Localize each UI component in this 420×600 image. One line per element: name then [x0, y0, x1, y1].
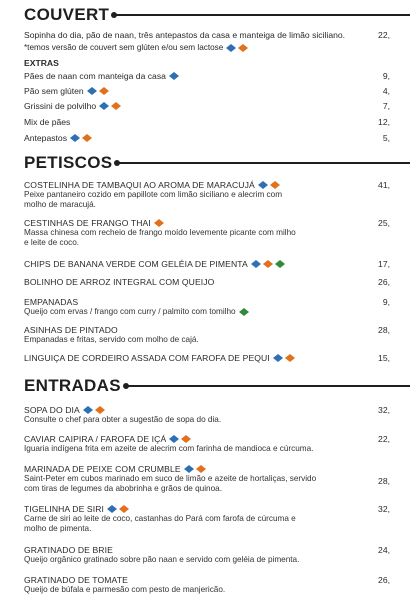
- gluten-free-icon: [83, 406, 93, 414]
- item-description: Empanadas e fritas, servido com molho de cajá.: [24, 335, 199, 344]
- item-name: SOPA DO DIA: [24, 405, 80, 415]
- item-description: Peixe pantaneiro cozido em papillote com limão siciliano e alecrim com: [24, 190, 283, 199]
- item-name: Antepastos: [24, 133, 67, 143]
- item-price: 25,: [378, 218, 390, 228]
- menu-item: [24, 297, 390, 317]
- lactose-free-icon: [99, 87, 109, 95]
- diet-badges: [154, 219, 164, 227]
- menu-item: [24, 259, 390, 269]
- menu-item: [24, 464, 390, 494]
- item-name: EMPANADAS: [24, 297, 79, 307]
- menu-item: [24, 405, 390, 425]
- lactose-free-icon: [119, 505, 129, 513]
- section-title-petiscos: PETISCOS: [24, 153, 113, 172]
- item-name: Pão sem glúten: [24, 86, 84, 96]
- diet-badges: [70, 134, 92, 142]
- item-description: molho de pimenta.: [24, 524, 92, 533]
- item-description: Carne de siri ao leite de coco, castanhas do Pará com farofa de cúrcuma e: [24, 514, 296, 523]
- extras-heading: EXTRAS: [24, 58, 59, 68]
- item-description: com tiras de legumes da abobrinha e grãos de quinoa.: [24, 484, 222, 493]
- item-price: 17,: [378, 259, 390, 269]
- extras-item: [24, 86, 390, 96]
- item-price: 41,: [378, 180, 390, 190]
- item-name: CHIPS DE BANANA VERDE COM GELÉIA DE PIMENTA: [24, 259, 248, 269]
- item-price: 22,: [378, 434, 390, 444]
- item-price: 26,: [378, 575, 390, 585]
- petiscos-header: [24, 154, 410, 172]
- gluten-free-icon: [273, 354, 283, 362]
- item-description: Massa chinesa com recheio de frango moído levemente picante com milho: [24, 228, 296, 237]
- lactose-free-icon: [82, 134, 92, 142]
- gluten-free-icon: [70, 134, 80, 142]
- item-description: molho de maracujá.: [24, 200, 96, 209]
- item-description: Saint-Peter em cubos marinado em suco de limão e azeite de hortaliças, servido: [24, 474, 317, 483]
- item-price: 32,: [378, 504, 390, 514]
- diet-badges: [83, 406, 105, 414]
- couvert-text: Sopinha do dia, pão de naan, três antepastos da casa e manteiga de limão siciliano.: [24, 30, 346, 40]
- diet-badges: [169, 72, 179, 80]
- item-price: 24,: [378, 545, 390, 555]
- diet-badges: [99, 102, 121, 110]
- item-price: 7,: [382, 101, 390, 111]
- section-divider: [113, 14, 410, 16]
- gluten-free-icon: [87, 87, 97, 95]
- section-divider: [125, 385, 410, 387]
- lactose-free-icon: [111, 102, 121, 110]
- item-price: 9,: [382, 71, 390, 81]
- gluten-free-icon: [258, 181, 268, 189]
- gluten-free-icon: [251, 260, 261, 268]
- gluten-free-icon: [169, 72, 179, 80]
- item-price: 32,: [378, 405, 390, 415]
- item-name: BOLINHO DE ARROZ INTEGRAL COM QUEIJO: [24, 277, 215, 287]
- lactose-free-icon: [196, 465, 206, 473]
- menu-item: [24, 575, 390, 595]
- item-name: Pães de naan com manteiga da casa: [24, 71, 166, 81]
- item-description: Iguaria indígena frita em azeite de alecrim com farinha de mandioca e cúrcuma.: [24, 444, 314, 453]
- diet-badges: [184, 465, 206, 473]
- gluten-free-icon: [99, 102, 109, 110]
- gluten-free-icon: [184, 465, 194, 473]
- diet-badges: [169, 435, 191, 443]
- diet-badges: [273, 354, 295, 362]
- lactose-free-icon: [95, 406, 105, 414]
- menu-item: [24, 434, 390, 454]
- item-name: Mix de pães: [24, 117, 71, 127]
- menu-item: [24, 504, 390, 534]
- item-description: Queijo com ervas / frango com curry / palmito com tomilho: [24, 307, 236, 316]
- gluten-free-icon: [226, 44, 236, 52]
- diet-badges: [239, 308, 249, 316]
- diet-badges: [258, 181, 280, 189]
- extras-item: [24, 71, 390, 81]
- couvert-note: [24, 43, 248, 53]
- item-price: 9,: [382, 297, 390, 307]
- menu-item: [24, 218, 390, 248]
- couvert-note-text: *temos versão de couvert sem glúten e/ou sem lactose: [24, 43, 224, 52]
- lactose-free-icon: [270, 181, 280, 189]
- section-divider: [116, 162, 410, 164]
- couvert-header: [24, 6, 410, 24]
- item-price: 4,: [382, 86, 390, 96]
- item-price: 22,: [378, 30, 390, 40]
- vegan-icon: [239, 308, 249, 316]
- menu-item: [24, 325, 390, 345]
- item-name: GRATINADO DE BRIE: [24, 545, 113, 555]
- lactose-free-icon: [285, 354, 295, 362]
- gluten-free-icon: [169, 435, 179, 443]
- gluten-free-icon: [107, 505, 117, 513]
- item-name: CAVIAR CAIPIRA / FAROFA DE IÇÁ: [24, 434, 167, 444]
- item-name: COSTELINHA DE TAMBAQUI AO AROMA DE MARACUJÁ: [24, 180, 255, 190]
- extras-item: [24, 101, 390, 111]
- lactose-free-icon: [181, 435, 191, 443]
- menu-item: [24, 353, 390, 363]
- vegan-icon: [275, 260, 285, 268]
- couvert-main: [24, 30, 390, 40]
- extras-item: [24, 117, 390, 127]
- item-description: Queijo orgânico gratinado sobre pão naan e servido com geléia de pimenta.: [24, 555, 300, 564]
- item-description: e leite de coco.: [24, 238, 80, 247]
- item-name: GRATINADO DE TOMATE: [24, 575, 128, 585]
- item-name: TIGELINHA DE SIRI: [24, 504, 105, 514]
- menu-item: [24, 277, 390, 287]
- item-name: LINGUIÇA DE CORDEIRO ASSADA COM FAROFA DE PEQUI: [24, 353, 270, 363]
- item-description: Queijo de búfala e parmesão com pesto de manjericão.: [24, 585, 226, 594]
- diet-badges: [251, 260, 285, 268]
- item-name: Grissini de polvilho: [24, 101, 97, 111]
- entradas-header: [24, 377, 410, 395]
- diet-badges: [107, 505, 129, 513]
- item-price: 12,: [378, 117, 390, 127]
- item-price: 15,: [378, 353, 390, 363]
- item-name: ASINHAS DE PINTADO: [24, 325, 118, 335]
- menu-item: [24, 180, 390, 210]
- item-description: Consulte o chef para obter a sugestão de sopa do dia.: [24, 415, 222, 424]
- lactose-free-icon: [238, 44, 248, 52]
- diet-badges: [87, 87, 109, 95]
- menu-item: [24, 545, 390, 565]
- extras-item: [24, 133, 390, 143]
- diet-badges: [226, 44, 248, 52]
- item-price: 26,: [378, 277, 390, 287]
- lactose-free-icon: [154, 219, 164, 227]
- item-name: CESTINHAS DE FRANGO THAI: [24, 218, 151, 228]
- item-price: 28,: [378, 325, 390, 335]
- item-price: 28,: [378, 476, 390, 486]
- section-title-entradas: ENTRADAS: [24, 376, 121, 395]
- section-title-couvert: COUVERT: [24, 5, 110, 24]
- lactose-free-icon: [263, 260, 273, 268]
- item-name: MARINADA DE PEIXE COM CRUMBLE: [24, 464, 181, 474]
- item-price: 5,: [382, 133, 390, 143]
